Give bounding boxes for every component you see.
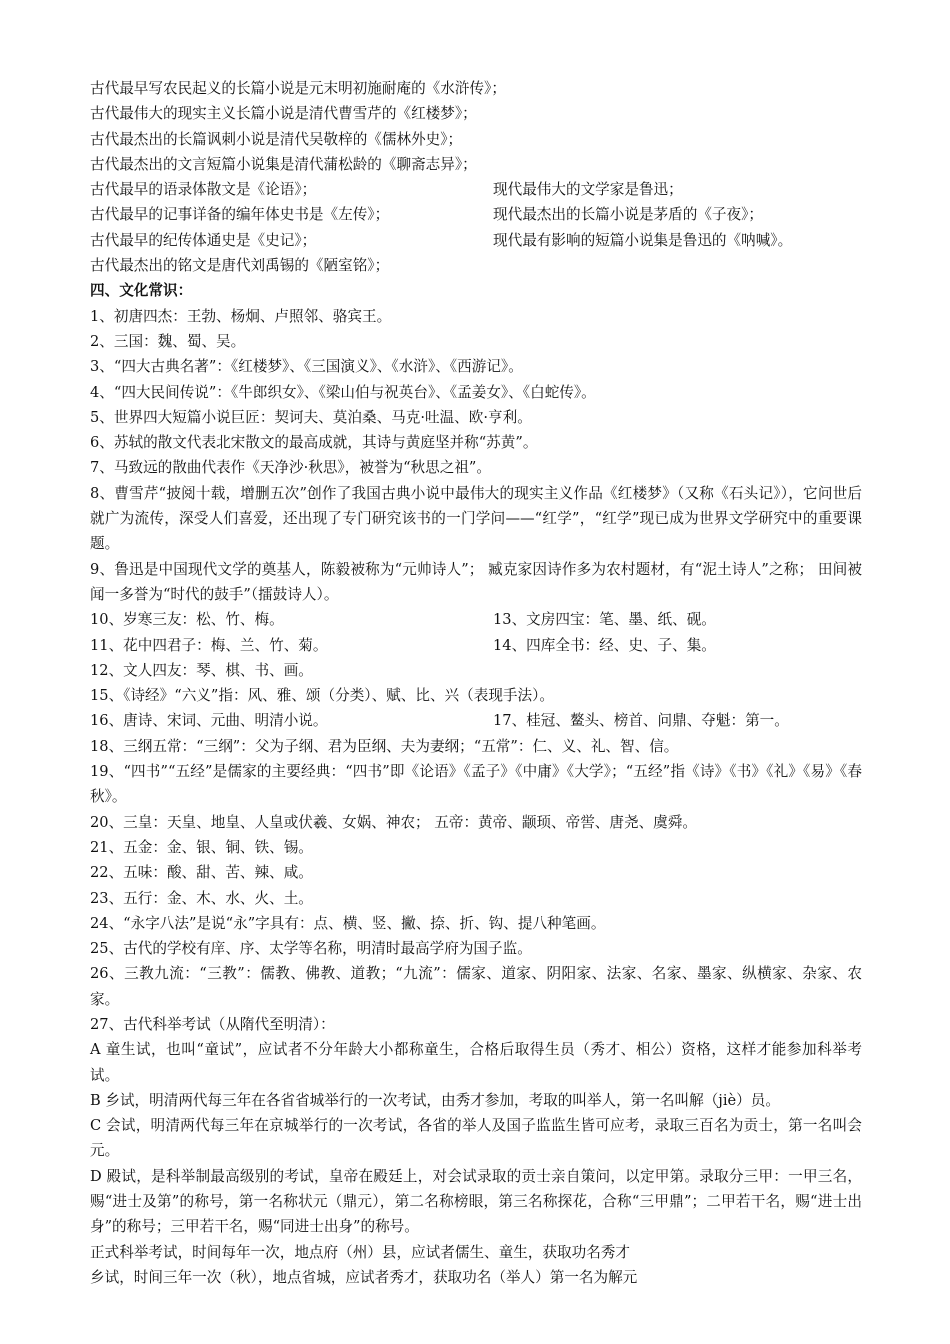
text-line: 正式科举考试，时间每年一次，地点府（州）县，应试者儒生、童生，获取功名秀才 — [90, 1243, 630, 1261]
list-item: 18、三纲五常：“三纲”：父为子纲、君为臣纲、夫为妻纲；“五常”：仁、义、礼、智、信。 — [90, 737, 679, 755]
list-item: 19、“四书”“五经”是儒家的主要经典：“四书”即《论语》《孟子》《中庸》《大学》；“五经”指《诗》《书》《礼》《易》《春秋》。 — [90, 763, 862, 806]
text-line: 古代最早写农民起义的长篇小说是元末明初施耐庵的《水浒传》； — [90, 80, 506, 97]
two-column-row — [90, 708, 862, 733]
section-heading: 四、文化常识： — [90, 282, 193, 300]
exam-item: A 童生试，也叫“童试”，应试者不分年龄大小都称童生，合格后取得生员（秀才、相公）资格，这样才能参加科举考试。 — [90, 1041, 862, 1084]
list-item: 16、唐诗、宋词、元曲、明清小说。 — [90, 712, 328, 730]
two-column-row — [90, 607, 862, 632]
text-left: 古代最早的记事详备的编年体史书是《左传》； — [90, 206, 390, 224]
text-right: 现代最杰出的长篇小说是茅盾的《子夜》； — [493, 206, 763, 224]
list-item: 6、苏轼的散文代表北宋散文的最高成就，其诗与黄庭坚并称“苏黄”。 — [90, 434, 538, 452]
list-item: 7、马致远的散曲代表作《天净沙·秋思》，被誉为“秋思之祖”。 — [90, 459, 491, 477]
list-item: 8、曹雪芹“披阅十载，增删五次”创作了我国古典小说中最伟大的现实主义作品《红楼梦》（又称《石头记》），它问世后就广为流传，深受人们喜爱，还出现了专门研究该书的一门学问——“红学”，“红学”现已成为世界文学研究中的重要课题。 — [90, 484, 862, 553]
list-item: 10、岁寒三友：松、竹、梅。 — [90, 611, 284, 629]
text-line: 古代最杰出的铭文是唐代刘禹锡的《陋室铭》； — [90, 257, 390, 275]
list-item: 9、鲁迅是中国现代文学的奠基人，陈毅被称为“元帅诗人”； 臧克家因诗作多为农村题材，有“泥土诗人”之称； 田间被闻一多誉为“时代的鼓手”（擂鼓诗人）。 — [90, 560, 862, 603]
list-item: 24、“永字八法”是说“永”字具有：点、横、竖、撇、捺、折、钩、提八种笔画。 — [90, 914, 606, 932]
list-item: 13、文房四宝：笔、墨、纸、砚。 — [493, 611, 716, 629]
text-left: 古代最早的语录体散文是《论语》； — [90, 181, 317, 199]
list-item: 22、五味：酸、甜、苦、辣、咸。 — [90, 864, 313, 882]
two-column-row — [90, 228, 862, 253]
list-item: 23、五行：金、木、水、火、土。 — [90, 889, 313, 907]
text-line: 古代最伟大的现实主义长篇小说是清代曹雪芹的《红楼梦》； — [90, 105, 477, 123]
list-item: 14、四库全书：经、史、子、集。 — [493, 636, 716, 654]
list-item: 27、古代科举考试（从隋代至明清）： — [90, 1015, 335, 1033]
exam-item: B 乡试，明清两代每三年在各省省城举行的一次考试，由秀才参加，考取的叫举人，第一名叫解（jiè）员。 — [90, 1091, 780, 1109]
exam-item: D 殿试，是科举制最高级别的考试，皇帝在殿廷上，对会试录取的贡士亲自策问，以定甲第。录取分三甲：一甲三名，赐“进士及第”的称号，第一名称状元（鼎元），第二名称榜眼，第三名称探花，合称“三甲鼎”；二甲若干名，赐“进士出身”的称号；三甲若干名，赐“同进士出身”的称号。 — [90, 1167, 862, 1236]
list-item: 12、文人四友：琴、棋、书、画。 — [90, 661, 313, 679]
text-left: 古代最早的纪传体通史是《史记》； — [90, 231, 317, 249]
list-item: 1、初唐四杰：王勃、杨炯、卢照邻、骆宾王。 — [90, 307, 392, 325]
list-item: 11、花中四君子：梅、兰、竹、菊。 — [90, 636, 328, 654]
list-item: 2、三国：魏、蜀、吴。 — [90, 332, 246, 350]
two-column-row — [90, 202, 862, 227]
text-line: 古代最杰出的长篇讽刺小说是清代吴敬梓的《儒林外史》； — [90, 130, 463, 148]
list-item: 5、世界四大短篇小说巨匠：契诃夫、莫泊桑、马克·吐温、欧·亨利。 — [90, 408, 532, 426]
text-line: 古代最杰出的文言短篇小说集是清代蒲松龄的《聊斋志异》； — [90, 155, 477, 173]
list-item: 4、“四大民间传说”：《牛郎织女》、《梁山伯与祝英台》、《孟姜女》、《白蛇传》。 — [90, 383, 596, 401]
exam-item: C 会试，明清两代每三年在京城举行的一次考试，各省的举人及国子监监生皆可应考，录取三百名为贡士，第一名叫会元。 — [90, 1117, 862, 1160]
text-right: 现代最伟大的文学家是鲁迅； — [493, 181, 683, 199]
text-right: 现代最有影响的短篇小说集是鲁迅的《呐喊》。 — [493, 231, 793, 249]
two-column-row — [90, 177, 862, 202]
text-line: 乡试，时间三年一次（秋），地点省城，应试者秀才，获取功名（举人）第一名为解元 — [90, 1268, 638, 1286]
list-item: 21、五金：金、银、铜、铁、锡。 — [90, 838, 313, 856]
list-item: 17、桂冠、鳌头、榜首、问鼎、夺魁：第一。 — [493, 712, 789, 730]
two-column-row — [90, 633, 862, 658]
list-item: 15、《诗经》“六义”指：风、雅、颂（分类）、赋、比、兴（表现手法）。 — [90, 687, 555, 705]
list-item: 3、“四大古典名著”：《红楼梦》、《三国演义》、《水浒》、《西游记》。 — [90, 358, 523, 376]
list-item: 25、古代的学校有庠、序、太学等名称，明清时最高学府为国子监。 — [90, 940, 532, 958]
document-page — [90, 76, 862, 1290]
list-item: 26、三教九流：“三教”：儒教、佛教、道教；“九流”：儒家、道家、阴阳家、法家、名家、墨家、纵横家、杂家、农家。 — [90, 965, 862, 1008]
list-item: 20、三皇：天皇、地皇、人皇或伏羲、女娲、神农； 五帝：黄帝、颛顼、帝喾、唐尧、虞舜。 — [90, 813, 697, 831]
